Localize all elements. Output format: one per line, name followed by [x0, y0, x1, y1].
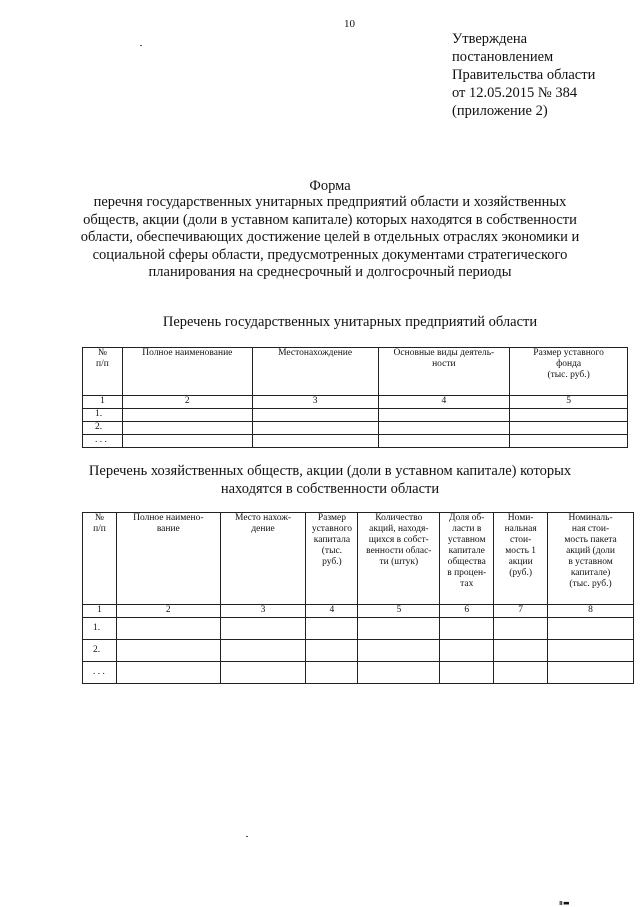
table-cell — [358, 640, 440, 662]
table-row — [83, 662, 634, 684]
table-cell — [510, 435, 628, 448]
column-number: 1 — [83, 396, 123, 409]
header-cell: Полное наименование — [122, 348, 252, 396]
header-cell: Размер уставного фонда (тыс. руб.) — [510, 348, 628, 396]
column-number: 5 — [510, 396, 628, 409]
enterprises-table — [82, 347, 628, 448]
approval-line: Правительства области — [452, 67, 596, 83]
form-title: Форма — [309, 178, 351, 194]
header-cell: Номи- нальная стои- мость 1 акции (руб.) — [494, 513, 548, 605]
header-cell: Размер уставного капитала (тыс. руб.) — [306, 513, 358, 605]
table-cell — [378, 409, 510, 422]
table-cell — [494, 662, 548, 684]
table-cell — [122, 422, 252, 435]
table-cell — [494, 618, 548, 640]
table-cell — [220, 618, 306, 640]
column-number: 7 — [494, 605, 548, 618]
table-cell — [116, 640, 220, 662]
header-cell: Основные виды деятель- ности — [378, 348, 510, 396]
table-cell — [510, 409, 628, 422]
form-description-line: обществ, акции (доли в уставном капитале) которых находятся в собственности — [83, 211, 577, 228]
table-cell — [440, 662, 494, 684]
companies-table — [82, 512, 634, 684]
scan-speck — [246, 836, 248, 837]
table-cell — [548, 662, 634, 684]
table-cell — [116, 618, 220, 640]
row-number: . . . — [83, 435, 123, 448]
approval-block — [452, 30, 595, 120]
scan-speck — [140, 45, 142, 46]
row-number: 1. — [83, 618, 117, 640]
approval-line: от 12.05.2015 № 384 — [452, 85, 578, 101]
table-row — [83, 409, 628, 422]
scan-mark: ııı ▬ — [559, 899, 569, 907]
column-number: 3 — [252, 396, 378, 409]
table-row — [83, 435, 628, 448]
table-cell — [548, 640, 634, 662]
form-description-line: планирования на среднесрочный и долгосрочный периоды — [148, 264, 512, 280]
table-cell — [220, 662, 306, 684]
table-row — [83, 422, 628, 435]
table-cell — [378, 435, 510, 448]
table-row — [83, 640, 634, 662]
table-cell — [548, 618, 634, 640]
table-cell — [306, 618, 358, 640]
table-cell — [306, 662, 358, 684]
column-number: 2 — [116, 605, 220, 618]
table-row — [83, 618, 634, 640]
column-number: 6 — [440, 605, 494, 618]
table-cell — [494, 640, 548, 662]
table-cell — [122, 409, 252, 422]
table-cell — [358, 662, 440, 684]
header-cell: Номиналь- ная стои- мость пакета акций (доли в уставном капитале) (тыс. руб.) — [548, 513, 634, 605]
table-cell — [378, 422, 510, 435]
header-cell: Место нахож- дение — [220, 513, 306, 605]
column-number: 2 — [122, 396, 252, 409]
column-number: 1 — [83, 605, 117, 618]
header-cell: № п/п — [83, 348, 123, 396]
header-cell: Количество акций, находя- щихся в собст- венности облас- ти (штук) — [358, 513, 440, 605]
table-cell — [440, 640, 494, 662]
approval-line: Утверждена — [452, 31, 528, 47]
header-cell: Местонахождение — [252, 348, 378, 396]
table-cell — [116, 662, 220, 684]
section2-title-line: Перечень хозяйственных обществ, акции (доли в уставном капитале) которых — [88, 463, 572, 479]
form-description — [78, 194, 582, 282]
approval-line: постановлением — [452, 49, 554, 65]
table-cell — [252, 409, 378, 422]
table-cell — [252, 422, 378, 435]
header-cell: Доля об- ласти в уставном капитале общества в процен- тах — [440, 513, 494, 605]
table-cell — [440, 618, 494, 640]
header-cell: Полное наимено- вание — [116, 513, 220, 605]
row-number: 1. — [83, 409, 123, 422]
header-cell: № п/п — [83, 513, 117, 605]
form-description-line: области, обеспечивающих достижение целей в отдельных отраслях экономики и — [80, 229, 580, 245]
approval-line: (приложение 2) — [452, 103, 548, 119]
section1-title: Перечень государственных унитарных предприятий области — [162, 314, 538, 330]
form-description-line: перечня государственных унитарных предприятий области и хозяйственных — [93, 194, 567, 210]
column-number: 5 — [358, 605, 440, 618]
table-cell — [122, 435, 252, 448]
form-description-line: социальной сферы области, предусмотренных документами стратегического — [92, 246, 568, 263]
column-number: 8 — [548, 605, 634, 618]
section2-title — [60, 462, 600, 498]
column-number: 4 — [378, 396, 510, 409]
column-number: 3 — [220, 605, 306, 618]
table-cell — [358, 618, 440, 640]
table-cell — [252, 435, 378, 448]
column-number: 4 — [306, 605, 358, 618]
table-cell — [306, 640, 358, 662]
row-number: 2. — [83, 640, 117, 662]
section2-title-line: находятся в собственности области — [220, 481, 440, 497]
page-number: 10 — [344, 18, 355, 30]
row-number: . . . — [83, 662, 117, 684]
table-cell — [510, 422, 628, 435]
row-number: 2. — [83, 422, 123, 435]
table-cell — [220, 640, 306, 662]
